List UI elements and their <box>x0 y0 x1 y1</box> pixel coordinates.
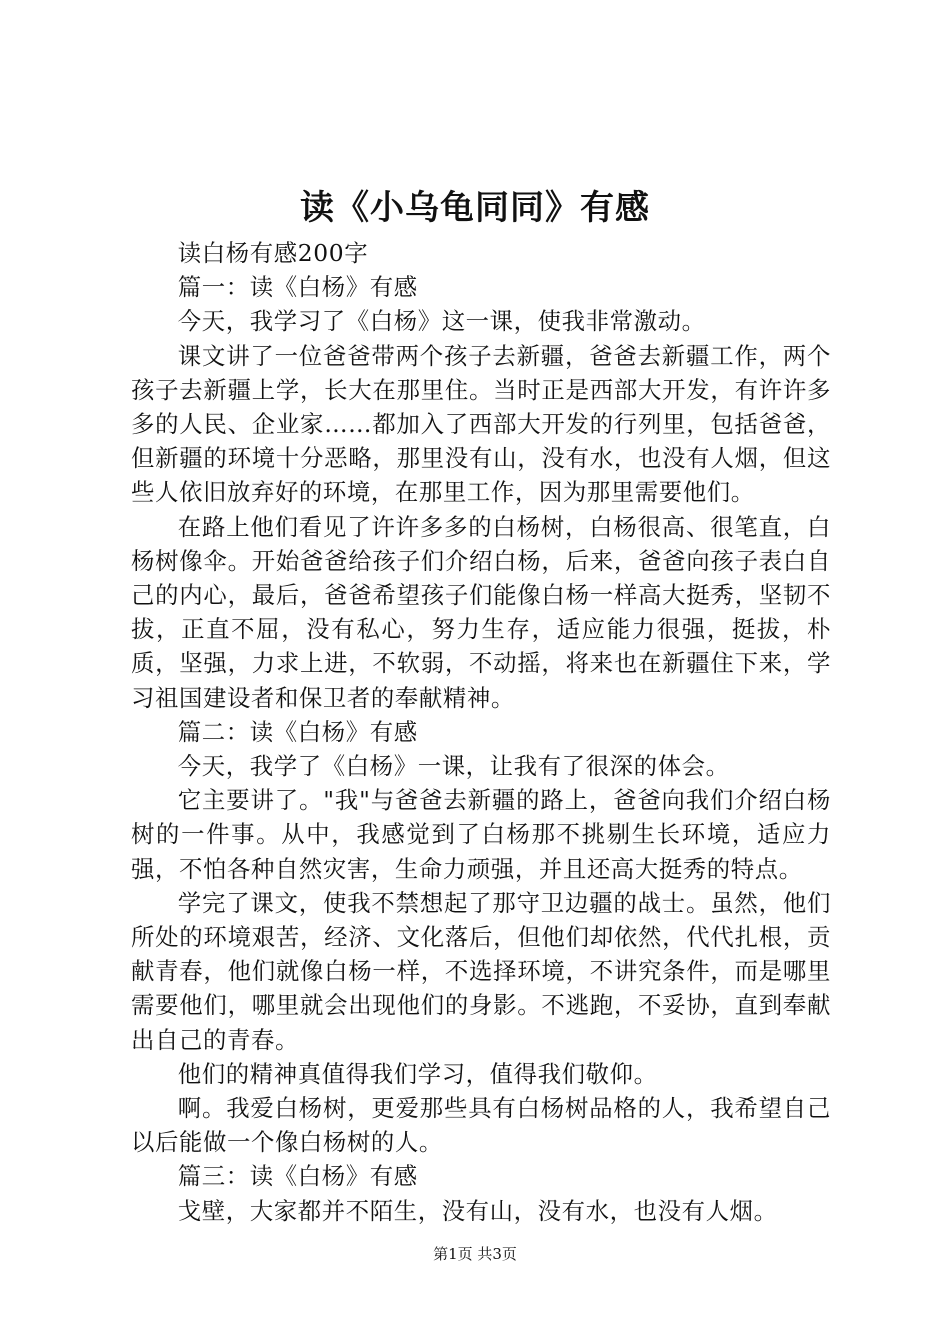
paragraph: 他们的精神真值得我们学习，值得我们敬仰。 <box>177 1059 658 1088</box>
paragraph: 学完了课文，使我不禁想起了那守卫边疆的战士。虽然，他们所处的环境艰苦，经济、文化落后，但他们却依然，代代扎根，贡献青春，他们就像白杨一样，不选择环境，不讲究条件，而是哪里需要他们，哪里就会出现他们的身影。不逃跑，不妥协，直到奉献出自己的青春。 <box>131 888 831 1054</box>
paragraph: 课文讲了一位爸爸带两个孩子去新疆，爸爸去新疆工作，两个孩子去新疆上学，长大在那里住。当时正是西部大开发，有许许多多的人民、企业家……都加入了西部大开发的行列里，包括爸爸，但新疆的环境十分恶略，那里没有山，没有水，也没有人烟，但这些人依旧放弃好的环境，在那里工作，因为那里需要他们。 <box>131 341 831 507</box>
paragraph: 篇二：读《白杨》有感 <box>177 717 418 746</box>
paragraph: 今天，我学了《白杨》一课，让我有了很深的体会。 <box>177 752 730 781</box>
page-number-footer: 第1页 共3页 <box>433 1245 517 1263</box>
document-body <box>131 236 831 1228</box>
paragraph: 篇三：读《白杨》有感 <box>177 1162 418 1191</box>
paragraph: 在路上他们看见了许许多多的白杨树，白杨很高、很笔直，白杨树像伞。开始爸爸给孩子们介绍白杨，后来，爸爸向孩子表白自己的内心，最后，爸爸希望孩子们能像白杨一样高大挺秀，坚韧不拔，正直不屈，没有私心，努力生存，适应能力很强，挺拔，朴质，坚强，力求上进，不软弱，不动摇，将来也在新疆住下来，学习祖国建设者和保卫者的奉献精神。 <box>131 512 831 712</box>
paragraph: 今天，我学习了《白杨》这一课，使我非常激动。 <box>177 307 706 336</box>
paragraph: 读白杨有感200字 <box>177 239 369 267</box>
paragraph: 戈壁，大家都并不陌生，没有山，没有水，也没有人烟。 <box>177 1196 778 1225</box>
paragraph: 它主要讲了。"我"与爸爸去新疆的路上，爸爸向我们介绍白杨树的一件事。从中，我感觉到了白杨那不挑剔生长环境，适应力强，不怕各种自然灾害，生命力顽强，并且还高大挺秀的特点。 <box>131 786 831 883</box>
paragraph: 啊。我爱白杨树，更爱那些具有白杨树品格的人，我希望自己以后能做一个像白杨树的人。 <box>131 1094 831 1157</box>
paragraph: 篇一：读《白杨》有感 <box>177 273 418 302</box>
document-title: 读《小乌龟同同》有感 <box>300 188 650 228</box>
